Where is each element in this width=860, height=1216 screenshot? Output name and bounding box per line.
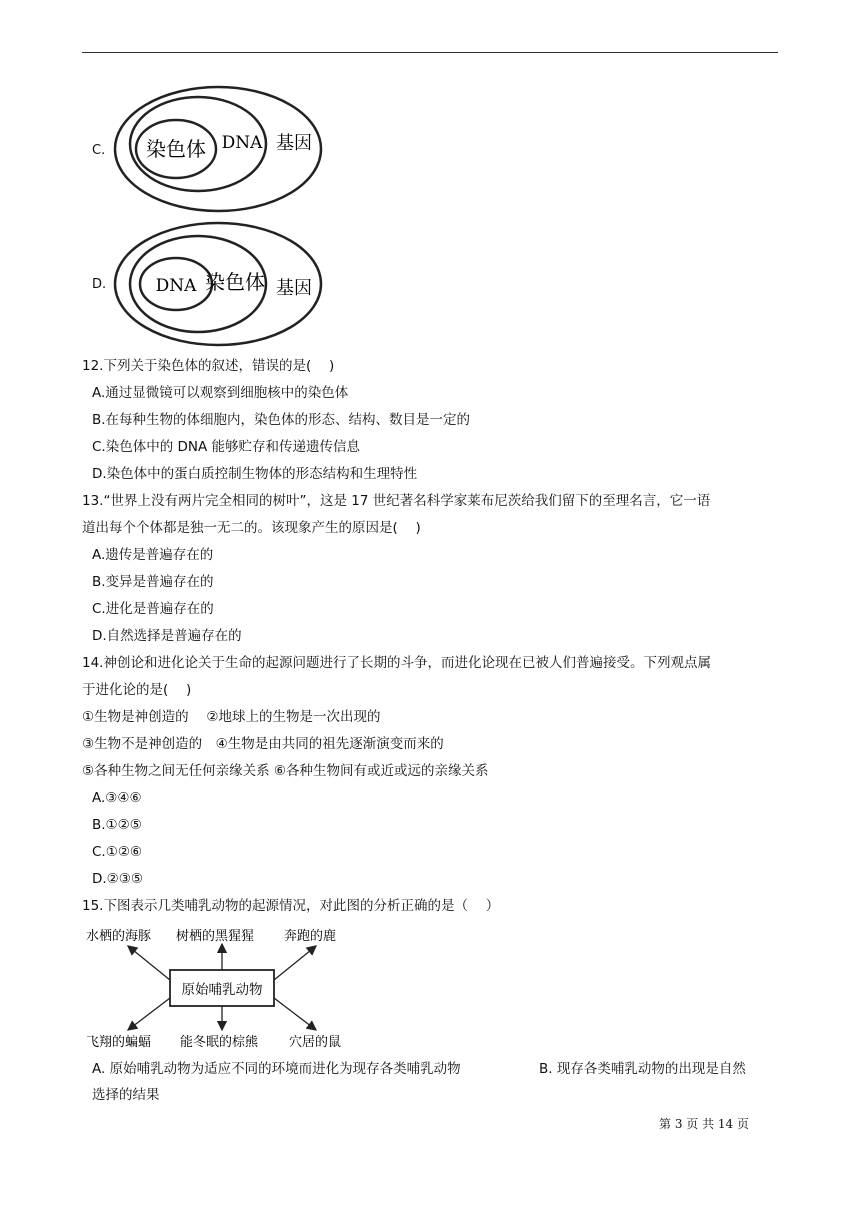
q13-stem-line1: 13.“世界上没有两片完全相同的树叶”，这是 17 世纪著名科学家莱布尼茨给我们留下的至理名言，它一语 bbox=[82, 493, 711, 509]
venn-figure-c bbox=[112, 82, 324, 216]
q14-stem-line1: 14.神创论和进化论关于生命的起源问题进行了长期的斗争，而进化论现在已被人们普遍接受。下列观点属 bbox=[82, 655, 711, 671]
q12-option-c: C.染色体中的 DNA 能够贮存和传递遗传信息 bbox=[92, 439, 361, 455]
diagram-label-bear: 能冬眠的棕熊 bbox=[180, 1035, 259, 1050]
q12-option-a: A.通过显微镜可以观察到细胞核中的染色体 bbox=[92, 385, 349, 401]
q13-option-d: D.自然选择是普遍存在的 bbox=[92, 628, 242, 644]
q13-stem-line2: 道出每个个体都是独一无二的。该现象产生的原因是( ) bbox=[82, 520, 421, 536]
q14-statements-1: ①生物是神创造的 ②地球上的生物是一次出现的 bbox=[82, 709, 381, 725]
diagram-label-bat: 飞翔的蝙蝠 bbox=[86, 1035, 152, 1050]
option-d-label: D. bbox=[92, 277, 107, 292]
q15-option-b: B. 现存各类哺乳动物的出现是自然 bbox=[539, 1061, 746, 1077]
q14-option-b: B.①②⑤ bbox=[92, 817, 142, 833]
fig-c-inner: 染色体 bbox=[146, 137, 206, 161]
page-footer: 第 3 页 共 14 页 bbox=[659, 1117, 749, 1131]
q14-statements-3: ⑤各种生物之间无任何亲缘关系 ⑥各种生物间有或近或远的亲缘关系 bbox=[82, 763, 489, 779]
q14-option-d: D.②③⑤ bbox=[92, 871, 143, 887]
fig-d-middle: 染色体 bbox=[205, 270, 265, 294]
q15-option-a: A. 原始哺乳动物为适应不同的环境而进化为现存各类哺乳动物 bbox=[92, 1061, 461, 1077]
q15-option-b-cont: 选择的结果 bbox=[92, 1087, 160, 1103]
q14-option-a: A.③④⑥ bbox=[92, 790, 142, 806]
q15-stem: 15.下图表示几类哺乳动物的起源情况，对此图的分析正确的是（ ） bbox=[82, 898, 500, 914]
q13-option-b: B.变异是普遍存在的 bbox=[92, 574, 214, 590]
q14-option-c: C.①②⑥ bbox=[92, 844, 143, 860]
diagram-label-deer: 奔跑的鹿 bbox=[284, 929, 337, 944]
venn-figure-d bbox=[112, 220, 324, 350]
fig-d-outer: 基因 bbox=[276, 278, 312, 299]
q13-option-c: C.进化是普遍存在的 bbox=[92, 601, 214, 617]
q14-stem-line2: 于进化论的是( ) bbox=[82, 682, 192, 698]
q14-statements-2: ③生物不是神创造的 ④生物是由共同的祖先逐渐演变而来的 bbox=[82, 736, 444, 752]
mammal-origin-diagram bbox=[84, 924, 346, 1050]
diagram-label-chimpanzee: 树栖的黑猩猩 bbox=[176, 929, 255, 944]
diagram-label-dolphin: 水栖的海豚 bbox=[86, 929, 152, 944]
fig-c-outer: 基因 bbox=[276, 133, 312, 154]
q12-stem: 12.下列关于染色体的叙述，错误的是( ) bbox=[82, 358, 335, 374]
q13-option-a: A.遗传是普遍存在的 bbox=[92, 547, 214, 563]
q12-option-b: B.在每种生物的体细胞内，染色体的形态、结构、数目是一定的 bbox=[92, 412, 471, 428]
q12-option-d: D.染色体中的蛋白质控制生物体的形态结构和生理特性 bbox=[92, 466, 418, 482]
option-c-label: C. bbox=[92, 143, 106, 158]
diagram-center-label: 原始哺乳动物 bbox=[181, 982, 263, 998]
fig-c-middle: DNA bbox=[221, 133, 263, 153]
diagram-label-mouse: 穴居的鼠 bbox=[289, 1035, 342, 1050]
header-rule bbox=[82, 52, 778, 53]
fig-d-inner: DNA bbox=[155, 276, 197, 296]
